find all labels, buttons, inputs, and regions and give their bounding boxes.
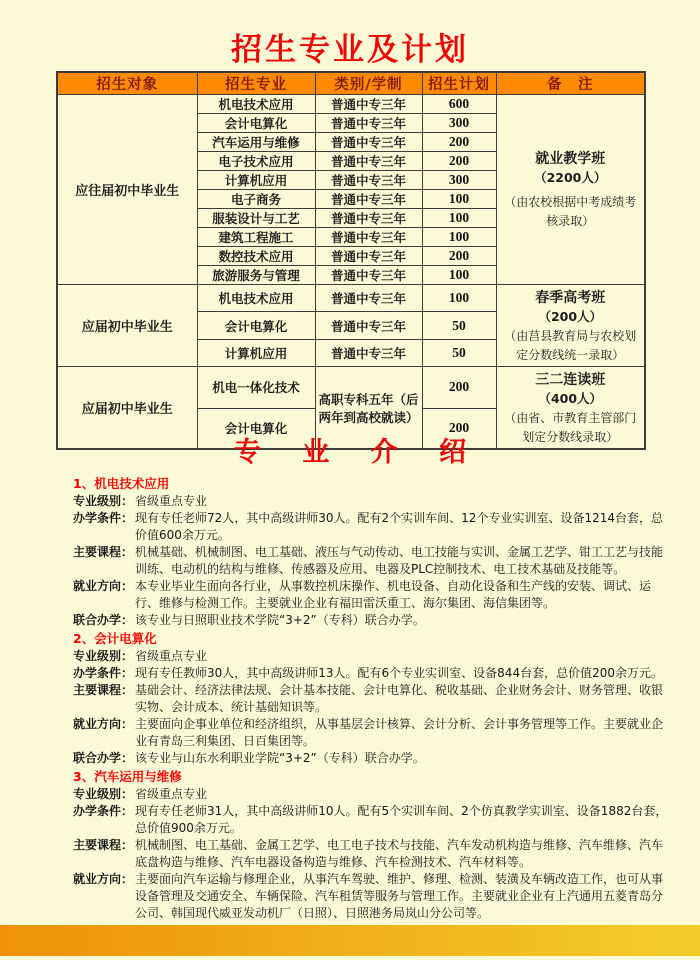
- field-text: 现有专任老师72人，其中高级讲师30人。配有2个实训车间、12个专业实训室、设备1214台套，总价值600余万元。: [135, 511, 663, 542]
- remark-cell: [496, 285, 645, 367]
- field-label: 就业方向：: [73, 872, 134, 886]
- field-row: [73, 665, 688, 682]
- type-cell: 普通中专三年: [315, 171, 422, 190]
- field-text: 省级重点专业: [135, 494, 208, 508]
- plan-cell: 200: [422, 133, 496, 152]
- header-audience: 招生对象: [57, 72, 197, 95]
- remark-count: （400人）: [538, 391, 603, 407]
- field-label: 就业方向：: [73, 717, 134, 731]
- enrollment-table-wrap: [56, 71, 646, 450]
- section-heading: 3、汽车运用与维修: [73, 769, 182, 784]
- field-text: 现有专任老师31人，其中高级讲师10人。配有5个实训车间、2个仿真教学实训室、设备1882台套，总价值900余万元。: [135, 804, 668, 835]
- field-label: 主要课程：: [73, 838, 134, 852]
- field-label: 联合办学：: [73, 751, 134, 765]
- major-cell: 电子商务: [197, 190, 315, 209]
- plan-cell: 100: [422, 285, 496, 312]
- major-cell: 汽车运用与维修: [197, 133, 315, 152]
- field-text: 该专业与日照职业技术学院“3+2”（专科）联合办学。: [135, 613, 425, 627]
- audience-cell: 应届初中毕业生: [57, 367, 197, 450]
- field-label: 专业级别：: [73, 787, 134, 801]
- field-text: 省级重点专业: [135, 787, 208, 801]
- remark-title: 就业教学班: [535, 151, 606, 168]
- field-row: [73, 493, 688, 510]
- type-cell: 普通中专三年: [315, 339, 422, 366]
- field-label: 联合办学：: [73, 613, 134, 627]
- remark-cell: [496, 95, 645, 285]
- field-label: 主要课程：: [73, 545, 134, 559]
- plan-cell: 600: [422, 95, 496, 114]
- type-cell: 普通中专三年: [315, 190, 422, 209]
- field-row: [73, 612, 688, 629]
- major-cell: 计算机应用: [197, 171, 315, 190]
- field-text: 主要面向企事业单位和经济组织，从事基层会计核算、会计分析、会计事务管理等工作。主要就业企业有青岛三利集团、日百集团等。: [135, 717, 664, 748]
- field-label: 办学条件：: [73, 804, 134, 818]
- field-label: 办学条件：: [73, 511, 134, 525]
- header-remark: 备 注: [496, 72, 645, 95]
- plan-cell: 200: [422, 367, 496, 408]
- major-cell: 会计电算化: [197, 408, 315, 449]
- field-row: [73, 682, 688, 716]
- major-cell: 机电技术应用: [197, 95, 315, 114]
- table-row: [57, 367, 645, 408]
- section-heading: 2、会计电算化: [73, 631, 157, 646]
- field-label: 办学条件：: [73, 666, 134, 680]
- field-text: 该专业与山东水利职业学院“3+2”（专科）联合办学。: [135, 751, 425, 765]
- remark-count: （2200人）: [534, 170, 607, 186]
- remark-note: （由农校根据中考成绩考核录取）: [504, 195, 637, 228]
- major-cell: 建筑工程施工: [197, 228, 315, 247]
- field-row: [73, 803, 688, 837]
- section-accounting: [73, 630, 688, 767]
- table-row: [57, 95, 645, 114]
- type-cell: 普通中专三年: [315, 247, 422, 266]
- remark-count: （200人）: [538, 309, 603, 324]
- audience-cell: 应届初中毕业生: [57, 285, 197, 367]
- field-row: [73, 510, 688, 544]
- header-plan: 招生计划: [422, 72, 496, 95]
- plan-cell: 200: [422, 408, 496, 449]
- type-cell: 普通中专三年: [315, 114, 422, 133]
- type-cell: 普通中专三年: [315, 266, 422, 285]
- plan-cell: 300: [422, 114, 496, 133]
- type-cell: 普通中专三年: [315, 209, 422, 228]
- type-cell: 普通中专三年: [315, 285, 422, 312]
- header-type: 类别/学制: [315, 72, 422, 95]
- major-cell: 服装设计与工艺: [197, 209, 315, 228]
- major-intro-sections: [73, 474, 688, 922]
- field-row: [73, 750, 688, 767]
- remark-title: 三二连读班: [535, 372, 606, 389]
- plan-cell: 50: [422, 312, 496, 339]
- plan-cell: 200: [422, 152, 496, 171]
- field-label: 就业方向：: [73, 579, 134, 593]
- table-header-row: [57, 72, 645, 95]
- field-text: 省级重点专业: [135, 649, 208, 663]
- field-text: 机械基础、机械制图、电工基础、液压与气动传动、电工技能与实训、金属工艺学、钳工工艺与技能训练、电动机的结构与维修、传感器及应用、电器及PLC控制技术、电工技术基础及技能等。: [135, 545, 664, 576]
- type-cell: 普通中专三年: [315, 133, 422, 152]
- type-cell: 普通中专三年: [315, 95, 422, 114]
- major-cell: 会计电算化: [197, 312, 315, 339]
- field-text: 基础会计、经济法律法规、会计基本技能、会计电算化、税收基础、企业财务会计、财务管理、收银实物、会计成本、统计基础知识等。: [135, 683, 664, 714]
- field-label: 专业级别：: [73, 649, 134, 663]
- field-text: 现有专任教师30人，其中高级讲师13人。配有6个专业实训室、设备844台套，总价值200余万元。: [135, 666, 663, 680]
- bottom-gradient-bar: [0, 925, 700, 956]
- remark-title: 春季高考班: [535, 290, 606, 306]
- plan-cell: 100: [422, 190, 496, 209]
- major-cell: 电子技术应用: [197, 152, 315, 171]
- section-automotive: [73, 768, 688, 922]
- field-row: [73, 716, 688, 750]
- type-cell: 普通中专三年: [315, 228, 422, 247]
- page-title-enrollment-plan: 招生专业及计划: [231, 32, 469, 68]
- type-cell: 普通中专三年: [315, 152, 422, 171]
- field-text: 主要面向汽车运输与修理企业，从事汽车驾驶、维护、修理、检测、装潢及车辆改造工作，也可从事设备管理及交通安全、车辆保险、汽车租赁等服务与管理工作。主要就业企业有上汽通用五菱青岛分公司、韩国现代威亚发动机厂（日照）、日照港务局岚山分公司等。: [135, 872, 664, 920]
- table-row: [57, 285, 645, 312]
- remark-note: （由省、市教育主管部门划定分数线录取）: [504, 411, 637, 444]
- field-label: 专业级别：: [73, 494, 134, 508]
- plan-cell: 100: [422, 228, 496, 247]
- field-row: [73, 578, 688, 612]
- header-major: 招生专业: [197, 72, 315, 95]
- field-text: 本专业毕业生面向各行业，从事数控机床操作、机电设备、自动化设备和生产线的安装、调试、运行、维修与检测工作。主要就业企业有福田雷沃重工、海尔集团、海信集团等。: [135, 579, 652, 610]
- plan-cell: 50: [422, 339, 496, 366]
- major-cell: 会计电算化: [197, 114, 315, 133]
- major-cell: 机电技术应用: [197, 285, 315, 312]
- major-cell: 机电一体化技术: [197, 367, 315, 408]
- section-mechatronics: [73, 475, 688, 629]
- field-row: [73, 837, 688, 871]
- major-cell: 旅游服务与管理: [197, 266, 315, 285]
- field-row: [73, 648, 688, 665]
- page-title-major-intro: 专 业 介 绍: [233, 437, 483, 468]
- type-cell: 普通中专三年: [315, 312, 422, 339]
- plan-cell: 300: [422, 171, 496, 190]
- plan-cell: 100: [422, 266, 496, 285]
- remark-note: （由莒县教育局与农校划定分数线统一录取）: [504, 329, 637, 362]
- field-row: [73, 871, 688, 922]
- field-row: [73, 544, 688, 578]
- type-cell-merged: 高职专科五年（后两年到高校就读）: [315, 367, 422, 450]
- field-row: [73, 786, 688, 803]
- field-text: 机械制图、电工基础、金属工艺学、电工电子技术与技能、汽车发动机构造与维修、汽车维修、汽车底盘构造与维修、汽车电器设备构造与维修、汽车检测技术、汽车材料等。: [135, 838, 664, 869]
- field-label: 主要课程：: [73, 683, 134, 697]
- major-cell: 数控技术应用: [197, 247, 315, 266]
- enrollment-table: [56, 71, 646, 450]
- plan-cell: 200: [422, 247, 496, 266]
- audience-cell: 应往届初中毕业生: [57, 95, 197, 285]
- section-heading: 1、机电技术应用: [73, 476, 170, 491]
- plan-cell: 100: [422, 209, 496, 228]
- major-cell: 计算机应用: [197, 339, 315, 366]
